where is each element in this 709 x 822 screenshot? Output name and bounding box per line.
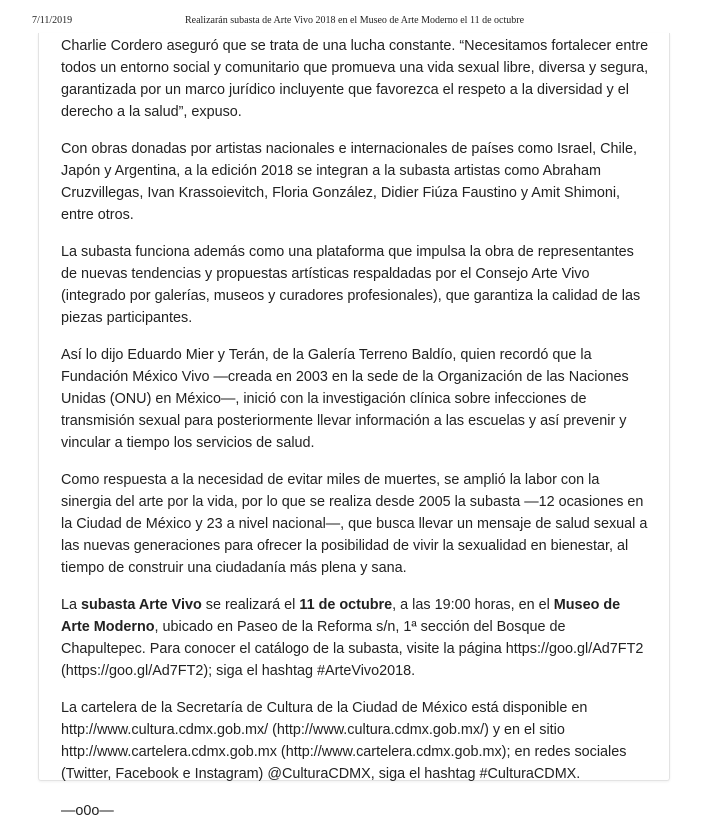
- paragraph-donated-works: Con obras donadas por artistas nacionales e internacionales de países como Israel, Chile, Japón y Argentina, a la edición 2018 se integran a la subasta artistas como Abraham Cruzvillegas, Ivan Krassoievitch, Floria González, Didier Fiúza Faustino y Amit Shimoni, entre otros.: [61, 141, 637, 223]
- event-venue: Museo de Arte Moderno: [61, 597, 621, 635]
- event-text: , a las 19:00 horas, en el: [392, 597, 554, 613]
- event-name: subasta Arte Vivo: [81, 597, 202, 613]
- paragraph-foundation-history: Así lo dijo Eduardo Mier y Terán, de la Galería Terreno Baldío, quien recordó que la Fundación México Vivo —creada en 2003 en la sede de la Organización de las Naciones Unidas (ONU) en México—, inició con la investigación clínica sobre infecciones de transmisión sexual para posteriormente llevar información a las escuelas y así prevenir y vincular a tiempo los servicios de salud.: [61, 347, 629, 451]
- print-date: 7/11/2019: [32, 15, 73, 26]
- event-text: , ubicado en Paseo de la Reforma s/n, 1ª sección del Bosque de Chapultepec. Para conocer el catálogo de la subasta, visite la página https://goo.gl/Ad7FT2 (https://goo.gl/Ad7FT2); siga el hashtag #ArteVivo2018.: [61, 619, 644, 679]
- print-page-title: Realizarán subasta de Arte Vivo 2018 en el Museo de Arte Moderno el 11 de octubre: [184, 15, 525, 26]
- event-text: La: [61, 597, 82, 613]
- event-date: 11 de octubre: [299, 597, 393, 613]
- closing-mark: —o0o—: [61, 803, 114, 819]
- paragraph-cordero-quote: Charlie Cordero aseguró que se trata de una lucha constante. “Necesitamos fortalecer entre todos un entorno social y comunitario que promueva una vida sexual libre, diversa y segura, garantizada por un marco jurídico incluyente que favorezca el respeto a la diversidad y el derecho a la salud”, expuso.: [61, 38, 649, 120]
- article-body: [38, 33, 670, 819]
- paragraph-event-details: [61, 594, 651, 682]
- paragraph-platform: La subasta funciona además como una plataforma que impulsa la obra de representantes de nuevas tendencias y propuestas artísticas respaldadas por el Consejo Arte Vivo (integrado por galerías, museos y curadores profesionales), que garantiza la calidad de las piezas participantes.: [61, 244, 641, 326]
- event-text: se realizará el: [201, 597, 300, 613]
- paragraph-cartelera: La cartelera de la Secretaría de Cultura de la Ciudad de México está disponible en http://www.cultura.cdmx.gob.mx/ (http://www.cultura.cdmx.gob.mx/) y en el sitio http://www.cartelera.cdmx.gob.mx (http://www.cartelera.cdmx.gob.mx); en redes sociales (Twitter, Facebook e Instagram) @CulturaCDMX, siga el hashtag #CulturaCDMX.: [61, 700, 627, 782]
- paragraph-auction-history: Como respuesta a la necesidad de evitar miles de muertes, se amplió la labor con la sinergia del arte por la vida, por lo que se realiza desde 2005 la subasta —12 ocasiones en la Ciudad de México y 23 a nivel nacional—, que busca llevar un mensaje de salud sexual a las nuevas generaciones para ofrecer la posibilidad de vivir la sexualidad en bienestar, al tiempo de construir una ciudadanía más plena y sana.: [61, 472, 648, 576]
- print-header: [22, 15, 687, 29]
